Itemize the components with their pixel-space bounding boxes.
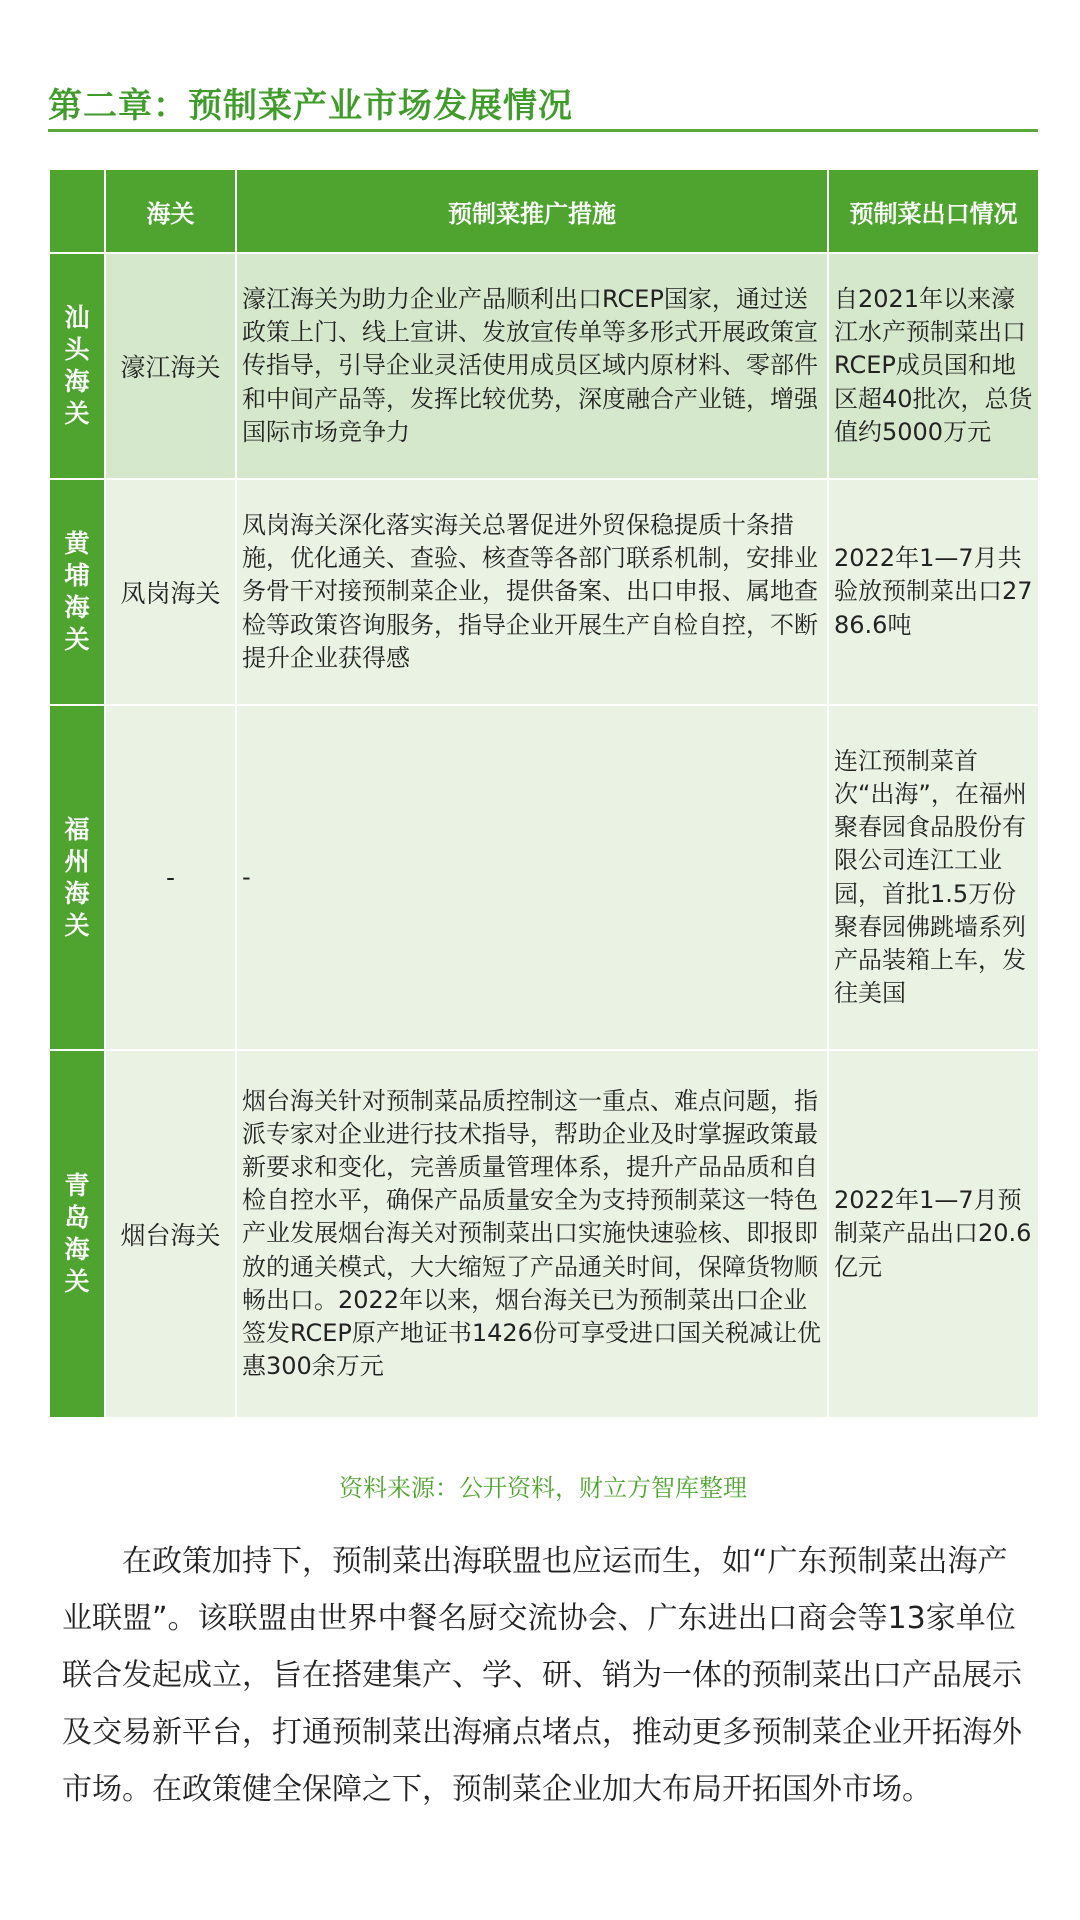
body-paragraph: 在政策加持下，预制菜出海联盟也应运而生，如“广东预制菜出海产业联盟”。该联盟由世界中餐名厨交流协会、广东进出口商会等13家单位联合发起成立，旨在搭建集产、学、研、销为一体的预制菜出口产品展示及交易新平台，打通预制菜出海痛点堵点，推动更多预制菜企业开拓海外市场。在政策健全保障之下，预制菜企业加大布局开拓国外市场。 [62,1544,1022,1807]
header-region [49,169,105,253]
table-row [49,253,1039,479]
export-cell: 2022年1—7月共验放预制菜出口2786.6吨 [828,479,1039,705]
region-char: 头 [64,335,90,364]
export-cell: 连江预制菜首次“出海”，在福州聚春园食品股份有限公司连江工业园，首批1.5万份聚春园佛跳墙系列产品装箱上车，发往美国 [828,705,1039,1050]
customs-cell: 濠江海关 [105,253,236,479]
region-char: 埔 [64,561,90,590]
region-char: 汕 [64,303,90,332]
region-cell [49,705,105,1050]
export-cell: 2022年1—7月预制菜产品出口20.6亿元 [828,1050,1039,1418]
region-cell [49,479,105,705]
table-row [49,479,1039,705]
measures-cell: 濠江海关为助力企业产品顺利出口RCEP国家，通过送政策上门、线上宣讲、发放宣传单等多形式开展政策宣传指导，引导企业灵活使用成员区域内原材料、零部件和中间产品等，发挥比较优势，深度融合产业链，增强国际市场竞争力 [236,253,828,479]
region-char: 福 [64,814,90,844]
table-row [49,1050,1039,1418]
region-char: 关 [64,910,90,940]
measures-cell: 烟台海关针对预制菜品质控制这一重点、难点问题，指派专家对企业进行技术指导，帮助企业及时掌握政策最新要求和变化，完善质量管理体系，提升产品品质和自检自控水平，确保产品质量安全为支持预制菜这一特色产业发展烟台海关对预制菜出口实施快速验核、即报即放的通关模式，大大缩短了产品通关时间，保障货物顺畅出口。2022年以来，烟台海关已为预制菜出口企业签发RCEP原产地证书1426份可享受进口国关税减让优惠300余万元 [236,1050,828,1418]
table-row [49,705,1039,1050]
table-header-row [49,169,1039,253]
region-char: 岛 [64,1203,90,1232]
region-char: 海 [64,367,90,396]
export-cell: 自2021年以来濠江水产预制菜出口RCEP成员国和地区超40批次，总货值约5000万元 [828,253,1039,479]
measures-cell: - [236,705,828,1050]
region-char: 州 [64,846,90,876]
region-char: 关 [64,625,90,654]
header-customs: 海关 [105,169,236,253]
chapter-title: 第二章：预制菜产业市场发展情况 [48,86,573,126]
region-char: 关 [64,399,90,428]
header-export: 预制菜出口情况 [828,169,1039,253]
customs-table [48,168,1040,1419]
customs-cell: 烟台海关 [105,1050,236,1418]
region-char: 关 [64,1267,90,1296]
header-measures: 预制菜推广措施 [236,169,828,253]
region-cell [49,253,105,479]
region-char: 黄 [64,529,90,558]
title-divider [48,129,1038,132]
source-note: 资料来源：公开资料，财立方智库整理 [339,1474,747,1502]
measures-cell: 凤岗海关深化落实海关总署促进外贸保稳提质十条措施，优化通关、查验、核查等各部门联系机制，安排业务骨干对接预制菜企业，提供备案、出口申报、属地查检等政策咨询服务，指导企业开展生产自检自控，不断提升企业获得感 [236,479,828,705]
region-char: 海 [64,1235,90,1264]
region-char: 青 [64,1171,90,1200]
customs-cell: 凤岗海关 [105,479,236,705]
customs-cell: - [105,705,236,1050]
region-char: 海 [64,593,90,622]
region-cell [49,1050,105,1418]
region-char: 海 [64,878,90,908]
